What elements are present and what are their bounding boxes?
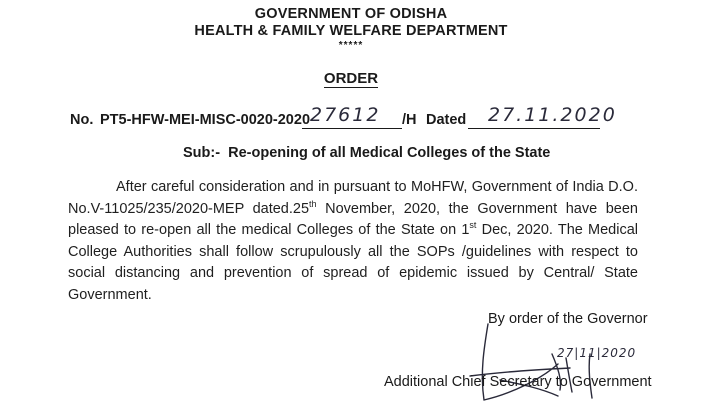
designation-text: Additional Chief Secretary to Government	[384, 374, 652, 390]
by-order-text: By order of the Governor	[488, 311, 648, 327]
body-part-2: November, 2020, the Government have been pleased to re-open all the medical Colleges of the State on 1	[68, 200, 638, 238]
date-underline	[468, 128, 600, 129]
body-sup-1: th	[309, 198, 317, 209]
signature-date: 27|11|2020	[557, 346, 637, 360]
department-heading: HEALTH & FAMILY WELFARE DEPARTMENT	[194, 23, 508, 39]
government-heading: GOVERNMENT OF ODISHA	[254, 6, 448, 22]
handwritten-order-number: 27612	[310, 104, 381, 126]
order-body	[68, 177, 638, 306]
header-stars: *****	[338, 40, 364, 51]
body-sup-2: st	[469, 220, 477, 231]
handwritten-date: 27.11.2020	[488, 104, 617, 126]
subject-line	[183, 145, 550, 161]
number-label: No.	[70, 112, 94, 128]
order-title-text: ORDER	[323, 70, 379, 87]
order-reference: PT5-HFW-MEI-MISC-0020-2020	[100, 112, 311, 128]
body-part-3: Dec, 2020. The Medical College Authorities shall follow scrupulously all the SOPs /guidelines with respect to social distancing and prevention of spread of epidemic issued by Central/ State Government.	[68, 222, 639, 303]
dated-label: Dated	[426, 112, 467, 128]
order-suffix: /H	[402, 112, 417, 128]
subject-label: Sub:-	[183, 145, 221, 161]
signature-scribble	[440, 318, 630, 418]
body-part-1: After careful consideration and in pursuant to MoHFW, Government of India D.O. No.V-11025/235/2020-MEP dated.25	[68, 179, 638, 217]
number-underline	[302, 128, 402, 129]
subject-text: Re-opening of all Medical Colleges of the State	[228, 145, 551, 161]
order-number-line	[70, 104, 670, 134]
order-title	[0, 70, 702, 87]
